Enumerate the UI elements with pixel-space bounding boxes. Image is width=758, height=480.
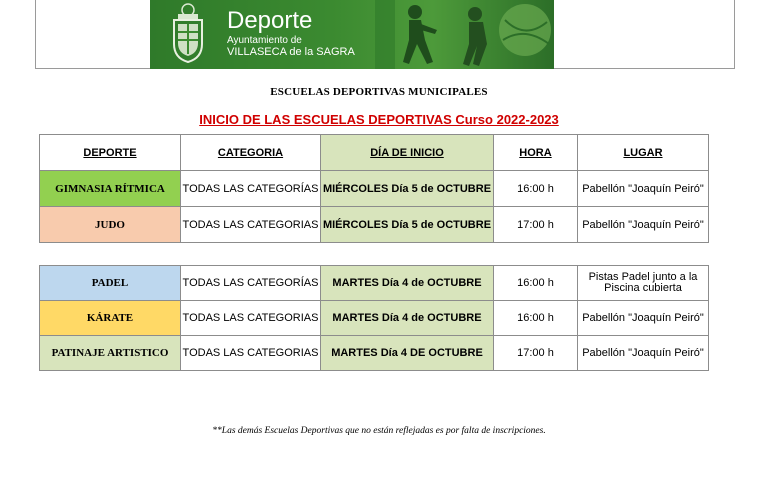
brand-line2: VILLASECA de la SAGRA bbox=[227, 46, 355, 58]
cell-lugar: Pabellón "Joaquín Peiró" bbox=[578, 171, 709, 207]
col-header-deporte: DEPORTE bbox=[40, 135, 181, 171]
cell-dia: MARTES Día 4 de OCTUBRE bbox=[321, 266, 494, 301]
cell-deporte: GIMNASIA RÍTMICA bbox=[40, 171, 181, 207]
table-header-row bbox=[40, 135, 709, 171]
municipal-crest-icon bbox=[168, 2, 208, 64]
cell-deporte: KÁRATE bbox=[40, 301, 181, 336]
sport-players-icon bbox=[375, 0, 554, 69]
cell-lugar: Pistas Padel junto a la Piscina cubierta bbox=[578, 266, 709, 301]
cell-categoria: TODAS LAS CATEGORIAS bbox=[181, 336, 321, 371]
cell-hora: 16:00 h bbox=[494, 266, 578, 301]
cell-dia: MIÉRCOLES Día 5 de OCTUBRE bbox=[321, 171, 494, 207]
table-row bbox=[40, 207, 709, 243]
cell-lugar: Pabellón "Joaquín Peiró" bbox=[578, 336, 709, 371]
brand-text bbox=[227, 9, 355, 58]
cell-deporte: PADEL bbox=[40, 266, 181, 301]
cell-deporte: PATINAJE ARTISTICO bbox=[40, 336, 181, 371]
footnote: **Las demás Escuelas Deportivas que no están reflejadas es por falta de inscripciones. bbox=[212, 426, 546, 436]
brand-title: Deporte bbox=[227, 7, 313, 34]
cell-hora: 17:00 h bbox=[494, 207, 578, 243]
cell-dia: MIÉRCOLES Día 5 de OCTUBRE bbox=[321, 207, 494, 243]
cell-deporte: JUDO bbox=[40, 207, 181, 243]
col-header-hora: HORA bbox=[494, 135, 578, 171]
cell-categoria: TODAS LAS CATEGORIAS bbox=[181, 301, 321, 336]
cell-dia: MARTES Día 4 DE OCTUBRE bbox=[321, 336, 494, 371]
schedule-table-2 bbox=[39, 265, 709, 371]
cell-hora: 16:00 h bbox=[494, 171, 578, 207]
col-header-categoria: CATEGORIA bbox=[181, 135, 321, 171]
cell-categoria: TODAS LAS CATEGORÍAS bbox=[181, 171, 321, 207]
page-subheading: INICIO DE LAS ESCUELAS DEPORTIVAS Curso 2022-2023 bbox=[199, 112, 559, 127]
col-header-lugar: LUGAR bbox=[578, 135, 709, 171]
cell-categoria: TODAS LAS CATEGORIAS bbox=[181, 207, 321, 243]
schedule-table-1 bbox=[39, 134, 709, 243]
cell-hora: 17:00 h bbox=[494, 336, 578, 371]
deporte-banner bbox=[150, 0, 554, 69]
page-heading: ESCUELAS DEPORTIVAS MUNICIPALES bbox=[270, 86, 488, 98]
cell-lugar: Pabellón "Joaquín Peiró" bbox=[578, 207, 709, 243]
table-row bbox=[40, 266, 709, 301]
cell-hora: 16:00 h bbox=[494, 301, 578, 336]
table-row bbox=[40, 171, 709, 207]
brand-line1: Ayuntamiento de bbox=[227, 35, 302, 46]
cell-dia: MARTES Día 4 de OCTUBRE bbox=[321, 301, 494, 336]
table-row bbox=[40, 336, 709, 371]
col-header-dia: DÍA DE INICIO bbox=[321, 135, 494, 171]
cell-categoria: TODAS LAS CATEGORÍAS bbox=[181, 266, 321, 301]
table-row bbox=[40, 301, 709, 336]
cell-lugar: Pabellón "Joaquín Peiró" bbox=[578, 301, 709, 336]
